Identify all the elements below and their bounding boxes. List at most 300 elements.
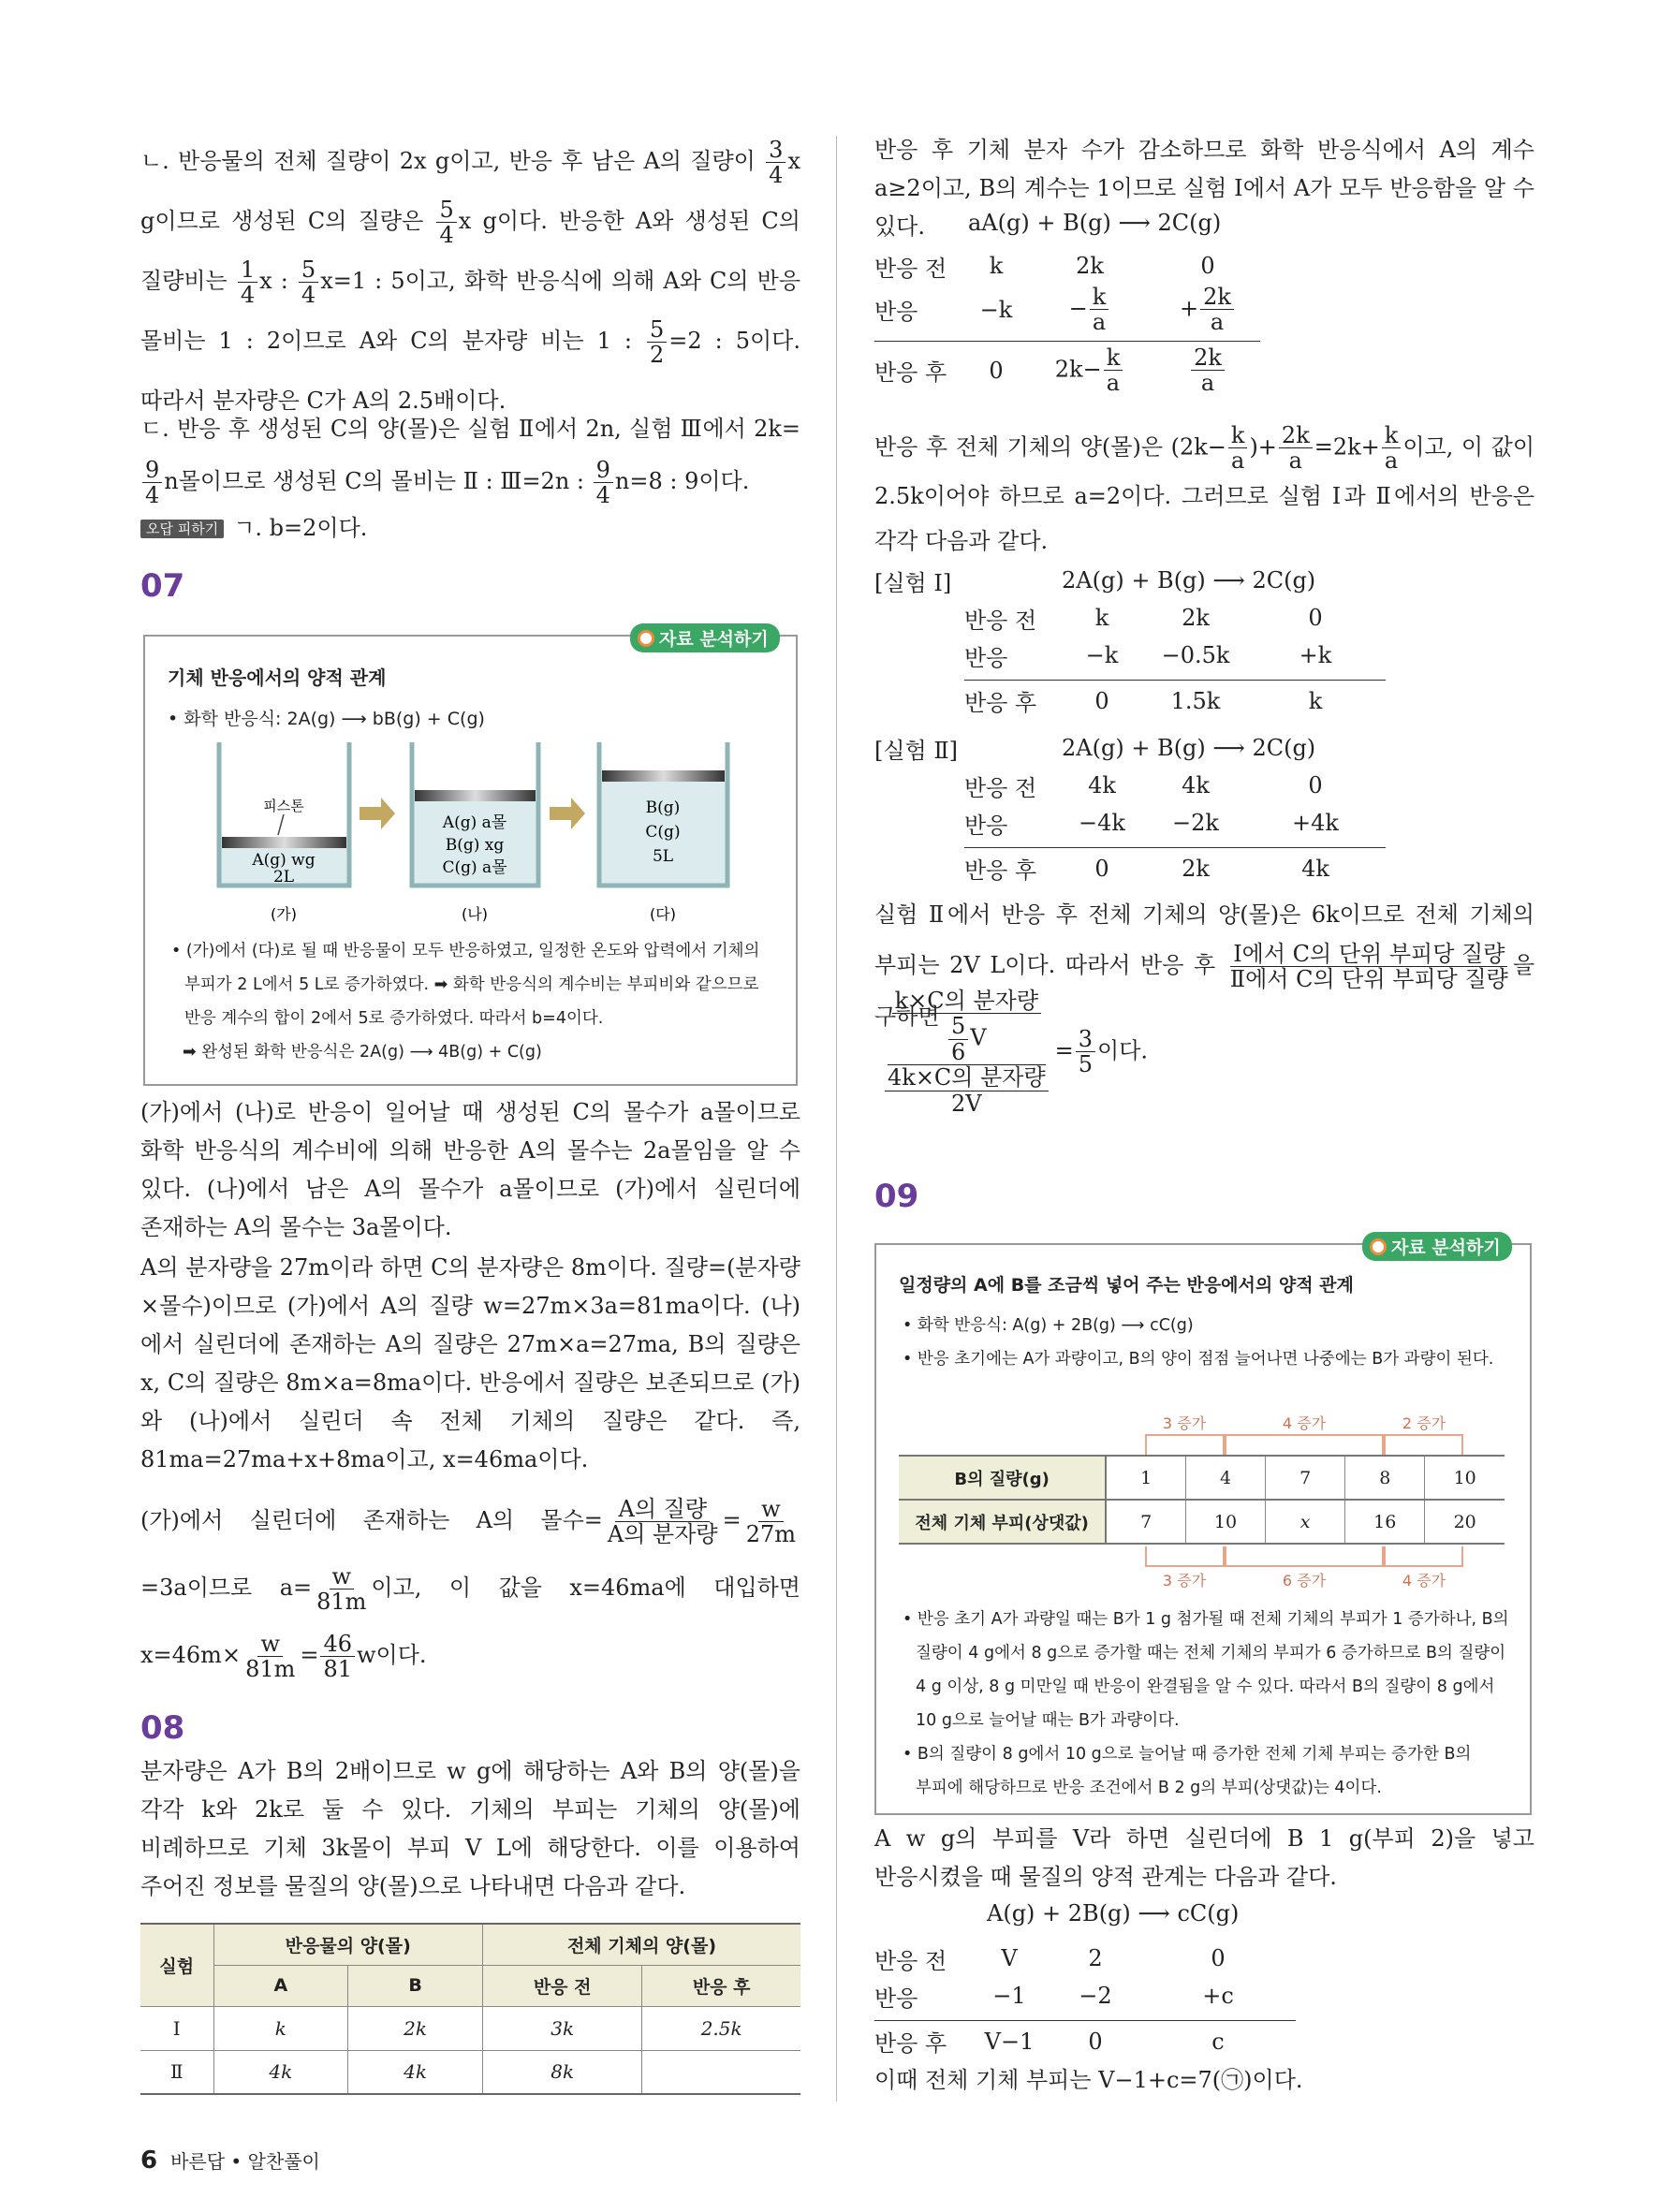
text-run: k	[1106, 344, 1121, 371]
data-analysis-tag	[1362, 1232, 1512, 1261]
cell: 3k	[482, 2006, 641, 2050]
experiment-label: [실험 Ⅰ]	[874, 569, 952, 596]
reaction-equation: 2A(g) + B(g) ⟶ 2C(g)	[1062, 735, 1316, 761]
stoich-cell	[1155, 285, 1260, 335]
table-row	[140, 2006, 800, 2050]
stoich-row	[874, 341, 1260, 396]
numerator	[1279, 423, 1313, 448]
fraction	[1227, 942, 1511, 992]
tag-label: 자료 분석하기	[1391, 1238, 1501, 1258]
text-run: V	[1001, 1945, 1018, 1971]
stoich-cell	[1155, 345, 1260, 396]
box-conclusion: ➡ 완성된 화학 반응식은 2A(g) ⟶ 4B(g) + C(g)	[183, 1043, 542, 1062]
text-run: 2k	[1182, 605, 1210, 631]
text-run: 반응 전	[874, 255, 947, 282]
numerator	[257, 1632, 283, 1657]
cell: 10	[1425, 1456, 1505, 1500]
denominator	[1208, 310, 1226, 334]
stoich-row	[874, 1940, 1296, 1977]
wrong-answer-text: ㄱ. b=2이다.	[233, 515, 368, 541]
cell	[642, 2050, 800, 2094]
cell: 20	[1425, 1500, 1505, 1544]
text-run: −	[1068, 295, 1088, 322]
cell: 4k	[213, 2050, 348, 2094]
q09-paragraph: A w g의 부피를 V라 하면 실린더에 B 1 g(부피 2)을 넣고 반응시켰을 때 물질의 양적 관계는 다음과 같다.	[874, 1825, 1534, 1890]
table-row	[899, 1456, 1505, 1500]
cylinder-na	[412, 742, 538, 886]
text-run: +4k	[1292, 810, 1339, 836]
denominator	[594, 483, 613, 507]
stoich-cell	[1024, 285, 1155, 335]
stoich-cell	[1155, 253, 1260, 279]
text-run: 반응 후 전체 기체의 양(몰)은 (2k−	[874, 433, 1226, 461]
numerator	[320, 1632, 355, 1657]
text-run: 반응	[964, 644, 1008, 671]
increase-bracket	[1145, 1434, 1225, 1455]
q08-paragraph: 분자량은 A가 B의 2배이므로 w g에 해당하는 A와 B의 양(몰)을 각각 k와 2k로 둘 수 있다. 기체의 부피는 기체의 양(몰)에 비례하므로 기체 3k몰이 부피 V L에 해당한다. 이를 이용하여 주어진 정보를 물질의 양(몰)으로 나타내면 다음과 같다.	[140, 1758, 800, 1899]
stoich-row-label	[964, 602, 1058, 635]
denominator	[948, 1040, 968, 1064]
data-analysis-box-07	[143, 629, 798, 1086]
text-run: +k	[1299, 642, 1332, 668]
text-run: n몰이므로 생성된 C의 몰비는 Ⅱ : Ⅲ=2n :	[164, 468, 592, 494]
stoich-cell	[1245, 810, 1386, 836]
text-run: 2k−	[1054, 356, 1102, 383]
fraction	[1228, 423, 1248, 474]
question-number-09: 09	[874, 1178, 919, 1215]
denominator	[743, 1522, 799, 1546]
stoich-cell	[1058, 772, 1146, 798]
cell: 7	[1106, 1500, 1185, 1544]
text-run: 5	[301, 256, 316, 283]
text-run: V−1	[984, 2028, 1035, 2055]
box-title: 일정량의 A에 B를 조금씩 넣어 주는 반응에서의 양적 관계	[899, 1275, 1354, 1296]
gas-label: C(g)	[645, 823, 681, 842]
text-run: a	[1210, 309, 1225, 336]
stoich-cell	[968, 1983, 1050, 2009]
numerator	[594, 458, 613, 483]
fraction	[142, 458, 162, 508]
denominator	[605, 1522, 721, 1546]
wrong-answer-note	[140, 509, 800, 549]
text-run: 0	[1094, 855, 1109, 882]
text-run: 실험 Ⅱ에서 반응 후 전체 기체의 양(몰)은 6k이므로 전체 기체의 부피는 2V L이다. 따라서 반응 후	[874, 901, 1534, 978]
stoich-row-label	[874, 250, 968, 283]
volume-label: 5L	[652, 847, 674, 866]
footer	[140, 2146, 320, 2175]
box-bullet: • 화학 반응식: A(g) + 2B(g) ⟶ cC(g)	[903, 1316, 1194, 1335]
gas-label: C(g) a몰	[442, 858, 507, 877]
stoich-cell	[1146, 772, 1245, 798]
text-run: c	[1211, 2028, 1225, 2055]
box-bullet: • B의 질량이 8 g에서 10 g으로 늘어날 때 증가한 전체 기체 부피는 증가한 B의 부피에 해당하므로 반응 조건에서 B 2 g의 부피(상댓값)는 4이다.	[903, 1745, 1472, 1797]
stoich-cell	[1146, 605, 1245, 631]
text-run: 5	[1078, 1051, 1094, 1078]
text-run: 4	[145, 482, 160, 508]
text-run: a	[1231, 447, 1245, 475]
numerator	[888, 989, 1046, 1065]
stoich-row-label	[964, 807, 1058, 840]
piston-label: 피스톤	[263, 798, 304, 814]
text-run: 반응 후	[874, 359, 947, 387]
text-run: +c	[1202, 1983, 1234, 2009]
text-run: −1	[992, 1983, 1026, 2009]
stoich-cell	[1245, 605, 1386, 631]
denominator	[320, 1657, 355, 1681]
box-bullet: • 반응 초기 A가 과량일 때는 B가 1 g 첨가될 때 전체 기체의 부피가 1 증가하나, B의 질량이 4 g에서 8 g으로 증가할 때는 전체 기체의 부피가 6 증가하므로 B의 질량이 4 g 이상, 8 g 미만일 때 반응이 완결됨을 알 수 있다. 따라서 B의 질량이 8 g에서 10 g으로 늘어날 때는 B가 과량이다.	[903, 1610, 1509, 1730]
text-run: 81m	[316, 1589, 367, 1615]
denominator	[142, 483, 162, 507]
text-run: 1	[240, 256, 256, 283]
text-run: 0	[1088, 2028, 1103, 2055]
subheader-after: 반응 후	[642, 1965, 800, 2006]
cell: Ⅱ	[140, 2050, 213, 2094]
fraction	[1104, 345, 1123, 396]
stoich-cell	[1245, 642, 1386, 668]
q08-right-paragraph-1: 반응 후 기체 분자 수가 감소하므로 화학 반응식에서 A의 계수 a≥2이고, B의 계수는 1이므로 실험 Ⅰ에서 A가 모두 반응함을 알 수 있다.	[874, 137, 1534, 240]
box-bullet: • 반응 초기에는 A가 과량이고, B의 양이 점점 늘어나면 나중에는 B가 과량이 된다.	[903, 1350, 1494, 1369]
increase-label: 6 증가	[1282, 1572, 1327, 1589]
denominator	[238, 283, 257, 307]
q06-explanation-nieun	[140, 131, 800, 431]
text-run: x=1 : 5이고, 화학 반응식에 의해 A와 C의 반응 몰비는 1 : 2이므로 A와 C의 분자량 비는 1 :	[140, 268, 801, 354]
reaction-equation: 2A(g) + B(g) ⟶ 2C(g)	[1062, 567, 1316, 593]
header-reactant: 반응물의 양(몰)	[213, 1924, 482, 1965]
stoich-cell	[1050, 1945, 1140, 1971]
stoich-cell	[1245, 688, 1386, 714]
numerator	[1230, 942, 1507, 967]
numerator	[615, 1497, 710, 1522]
numerator	[1200, 285, 1234, 310]
text-run: 0	[1200, 253, 1215, 279]
text-run: −2k	[1172, 810, 1219, 836]
text-run: 81	[323, 1656, 353, 1682]
text-run: A의 분자량	[607, 1521, 718, 1547]
text-run: =2k+	[1314, 433, 1380, 461]
fraction	[647, 317, 667, 368]
text-run: 0	[1308, 605, 1323, 631]
text-run: 81m	[245, 1656, 296, 1682]
text-run: )+	[1249, 433, 1277, 461]
stoich-row-label	[874, 2025, 968, 2058]
caption-ga: (가)	[271, 905, 297, 923]
text-run: −4k	[1079, 810, 1125, 836]
cell: 16	[1345, 1500, 1425, 1544]
text-run: =3a이므로 a=	[140, 1575, 313, 1601]
cell: 10	[1185, 1500, 1265, 1544]
denominator	[242, 1657, 298, 1681]
fraction	[766, 138, 785, 188]
q08-amount-table	[140, 1923, 800, 2095]
text-run: 4	[240, 282, 256, 308]
text-run: k	[1308, 687, 1323, 714]
fraction	[1200, 285, 1234, 335]
text-run: A의 질량	[618, 1495, 707, 1522]
stoichiometry-general	[874, 210, 1268, 396]
stoich-cell	[1058, 642, 1146, 668]
row-header: 전체 기체 부피(상댓값)	[899, 1500, 1106, 1544]
stoich-row-label	[964, 852, 1058, 885]
stoich-row	[964, 767, 1386, 804]
text-run: −k	[979, 296, 1013, 323]
numerator	[892, 989, 1041, 1014]
text-run: 0	[1211, 1945, 1226, 1971]
fraction	[1090, 285, 1109, 335]
stoich-cell	[1058, 810, 1146, 836]
fraction	[605, 1497, 721, 1547]
table-row	[140, 2050, 800, 2094]
text-run: −0.5k	[1161, 642, 1230, 668]
fraction	[314, 1564, 369, 1615]
subheader-a: A	[213, 1965, 348, 2006]
text-run: k	[1230, 422, 1245, 448]
text-run: k	[989, 253, 1004, 279]
fraction	[880, 989, 1053, 1116]
text-run: 4	[595, 482, 610, 508]
fraction	[885, 1065, 1049, 1116]
cylinder-ga	[219, 742, 349, 886]
numerator	[885, 1065, 1049, 1091]
text-run: 6	[951, 1038, 966, 1065]
experiment-1	[874, 562, 1399, 717]
b-mass-volume-table	[899, 1455, 1505, 1545]
text-run: k	[1094, 605, 1109, 631]
text-run: 4k	[1182, 772, 1210, 798]
denominator	[1228, 448, 1247, 473]
text-run: 2V	[951, 1090, 982, 1117]
volume-label: 2L	[272, 868, 295, 886]
text-run: +	[1180, 295, 1199, 322]
stoich-row-label	[874, 293, 968, 326]
text-run: V	[970, 1024, 987, 1051]
text-run: −k	[1085, 642, 1119, 668]
text-run: w	[260, 1630, 280, 1657]
stoich-cell	[1050, 2029, 1140, 2055]
cell: 4	[1185, 1456, 1265, 1500]
text-run: 5	[951, 1013, 966, 1040]
text-run: 4k×C의 분자량	[888, 1064, 1046, 1091]
text-run: 2	[650, 342, 665, 368]
text-run: 9	[595, 456, 610, 483]
stoich-cell	[1146, 810, 1245, 836]
piston	[415, 790, 536, 801]
numerator	[1228, 423, 1248, 448]
stoich-row-label	[874, 354, 968, 387]
numerator	[766, 138, 785, 163]
box-title: 기체 반응에서의 양적 관계	[168, 667, 387, 689]
stoich-cell	[968, 2029, 1050, 2055]
denominator	[948, 1091, 985, 1116]
text-run: ㄷ. 반응 후 생성된 C의 양(몰)은 실험 Ⅱ에서 2n, 실험 Ⅲ에서 2k=	[140, 416, 800, 442]
fraction	[238, 257, 257, 308]
stoich-cell	[1245, 772, 1386, 798]
text-run: k×C의 분자량	[894, 988, 1039, 1014]
text-run: 5	[439, 196, 454, 223]
stoich-row-label	[964, 769, 1058, 802]
text-run: x g이다. 반응한 A와 생성된 C의 질량비는	[140, 208, 800, 294]
increase-label: 3 증가	[1162, 1414, 1207, 1432]
reaction-equation: A(g) + 2B(g) ⟶ cC(g)	[987, 1900, 1240, 1926]
tag-label: 자료 분석하기	[659, 629, 769, 650]
fraction	[1382, 423, 1402, 474]
stoich-cell	[1024, 345, 1155, 396]
book-title: 바른답 • 알찬풀이	[170, 2150, 320, 2173]
text-run: x :	[259, 268, 297, 294]
header-total-gas: 전체 기체의 양(몰)	[482, 1924, 800, 1965]
fraction	[948, 1014, 968, 1064]
stoich-row-label	[964, 684, 1058, 717]
stoich-cell	[968, 1945, 1050, 1971]
stoich-cell	[1146, 856, 1245, 882]
denominator	[1382, 448, 1401, 473]
numerator	[1191, 345, 1225, 371]
increase-label: 3 증가	[1162, 1572, 1207, 1589]
fraction	[1076, 1027, 1095, 1077]
cell: 1	[1106, 1456, 1185, 1500]
increase-bracket	[1225, 1434, 1384, 1455]
numerator	[948, 1014, 968, 1039]
cell: 7	[1266, 1456, 1345, 1500]
table-row	[899, 1500, 1505, 1544]
denominator	[1198, 371, 1217, 395]
q09-final: 이때 전체 기체 부피는 V−1+c=7(㉠)이다.	[874, 2067, 1303, 2093]
stoich-cell	[1146, 642, 1245, 668]
increase-bracket	[1225, 1546, 1384, 1567]
denominator	[1090, 310, 1108, 334]
q06-explanation-digeut	[140, 403, 800, 507]
text-run: 이고, 이 값을 x=46ma에 대입하면 x=46m×	[140, 1575, 800, 1668]
stoich-cell	[968, 358, 1024, 384]
text-run: 0	[989, 357, 1004, 384]
wrong-answer-tag: 오답 피하기	[140, 520, 224, 538]
experiment-2	[874, 729, 1399, 885]
text-run: a	[1384, 447, 1399, 475]
fraction	[436, 198, 456, 248]
column-divider	[836, 136, 837, 2102]
stoich-row-label	[874, 1942, 968, 1975]
stoich-row	[874, 285, 1260, 335]
stoich-cell	[1146, 688, 1245, 714]
denominator	[299, 283, 318, 307]
row-header: B의 질량(g)	[899, 1456, 1106, 1500]
question-number-08: 08	[140, 1709, 185, 1747]
data-analysis-box-09	[874, 1238, 1532, 1815]
numerator	[142, 458, 162, 483]
stoich-row	[874, 247, 1260, 285]
cell: 2.5k	[642, 2006, 800, 2050]
fraction	[299, 257, 318, 308]
denominator	[766, 163, 785, 187]
text-run: n=8 : 9이다.	[614, 468, 750, 494]
text-run: =	[722, 1507, 741, 1533]
stoich-row-label	[964, 639, 1058, 672]
increase-bracket	[1384, 1546, 1463, 1567]
text-run: 4	[769, 162, 784, 188]
cylinder-diagram	[145, 637, 800, 936]
stoich-cell	[1140, 1983, 1296, 2009]
gas-label: B(g) xg	[445, 836, 505, 855]
denominator	[880, 1065, 1053, 1116]
text-run: a	[1200, 370, 1215, 397]
text-run: 을 구하면	[874, 952, 1534, 1031]
text-run: w	[331, 1562, 352, 1589]
stoich-row-label	[874, 1980, 968, 2013]
stoich-row	[964, 637, 1386, 674]
fraction	[594, 458, 613, 508]
text-run: 0	[1308, 772, 1323, 798]
caption-na: (나)	[462, 905, 488, 923]
text-run: 3	[769, 136, 784, 163]
text-run: k	[1092, 284, 1107, 310]
gas-label: B(g)	[645, 798, 681, 817]
increase-label: 2 증가	[1402, 1414, 1446, 1432]
text-run: 반응 전	[874, 1947, 947, 1974]
fraction	[1191, 345, 1225, 396]
question-number-07: 07	[140, 567, 185, 605]
piston	[222, 837, 346, 848]
denominator	[314, 1589, 369, 1614]
cell: k	[213, 2006, 348, 2050]
text-run: 2k	[1182, 855, 1210, 882]
denominator	[436, 223, 456, 247]
text-run: a	[1092, 309, 1107, 336]
text-run: w이다.	[357, 1642, 427, 1668]
fraction	[892, 989, 1041, 1064]
text-run: 46	[323, 1630, 353, 1657]
text-run: 4	[301, 282, 316, 308]
stoich-row	[964, 680, 1386, 717]
text-run: 반응 후	[964, 690, 1037, 716]
text-run: Ⅰ에서 C의 단위 부피당 질량	[1233, 940, 1505, 967]
text-run: 4	[439, 222, 454, 248]
cell: 8	[1345, 1456, 1425, 1500]
subheader-before: 반응 전	[482, 1965, 641, 2006]
magnifier-icon	[1370, 1238, 1387, 1255]
numerator	[1076, 1027, 1095, 1052]
stoich-cell	[968, 297, 1024, 323]
arrow-right-icon	[360, 798, 395, 829]
stoich-cell	[1245, 856, 1386, 882]
text-run: 2	[1088, 1945, 1103, 1971]
text-run: 2k	[1203, 284, 1231, 310]
text-run: 이고, 이 값이 2.5k이어야 하므로 a=2이다. 그러므로 실험 Ⅰ과 Ⅱ에서의 반응은 각각 다음과 같다.	[874, 433, 1534, 554]
stoich-cell	[1050, 1983, 1140, 2009]
text-run: 반응 전	[964, 607, 1037, 634]
experiment-label: [실험 Ⅱ]	[874, 737, 959, 764]
text-run: x g이므로 생성된 C의 질량은	[140, 148, 800, 234]
text-run: k	[1384, 422, 1399, 448]
increase-label: 4 증가	[1282, 1414, 1327, 1432]
cell: 4k	[348, 2050, 483, 2094]
text-run: 1.5k	[1170, 687, 1221, 714]
box-bullet: • (가)에서 (다)로 될 때 반응물이 모두 반응하였고, 일정한 온도와 압력에서 기체의 부피가 2 L에서 5 L로 증가하였다. ➡ 화학 반응식의 계수비는 부피비와 같으므로 반응 계수의 합이 2에서 5로 증가하였다. 따라서 b=4이다.	[171, 942, 760, 1028]
stoich-cell	[1058, 605, 1146, 631]
q07-paragraph-1: (가)에서 (나)로 반응이 일어날 때 생성된 C의 몰수가 a몰이므로 화학 반응식의 계수비에 의해 반응한 A의 몰수는 2a몰임을 알 수 있다. (나)에서 남은 A의 몰수가 a몰이므로 (가)에서 실린더에 존재하는 A의 몰수는 3a몰이다.	[140, 1099, 800, 1240]
numerator	[330, 1564, 355, 1589]
stoich-row	[964, 847, 1386, 885]
increase-bracket	[1145, 1546, 1225, 1567]
stoich-cell	[1140, 1945, 1296, 1971]
text-run: 반응 전	[964, 774, 1037, 801]
text-run: 5	[650, 315, 665, 343]
piston	[602, 770, 725, 782]
stoich-row	[964, 599, 1386, 637]
stoich-cell	[1058, 856, 1146, 882]
text-run: 반응	[964, 812, 1008, 839]
text-run: 반응	[874, 299, 918, 326]
gas-label: A(g) a몰	[442, 813, 507, 832]
numerator	[436, 198, 456, 223]
